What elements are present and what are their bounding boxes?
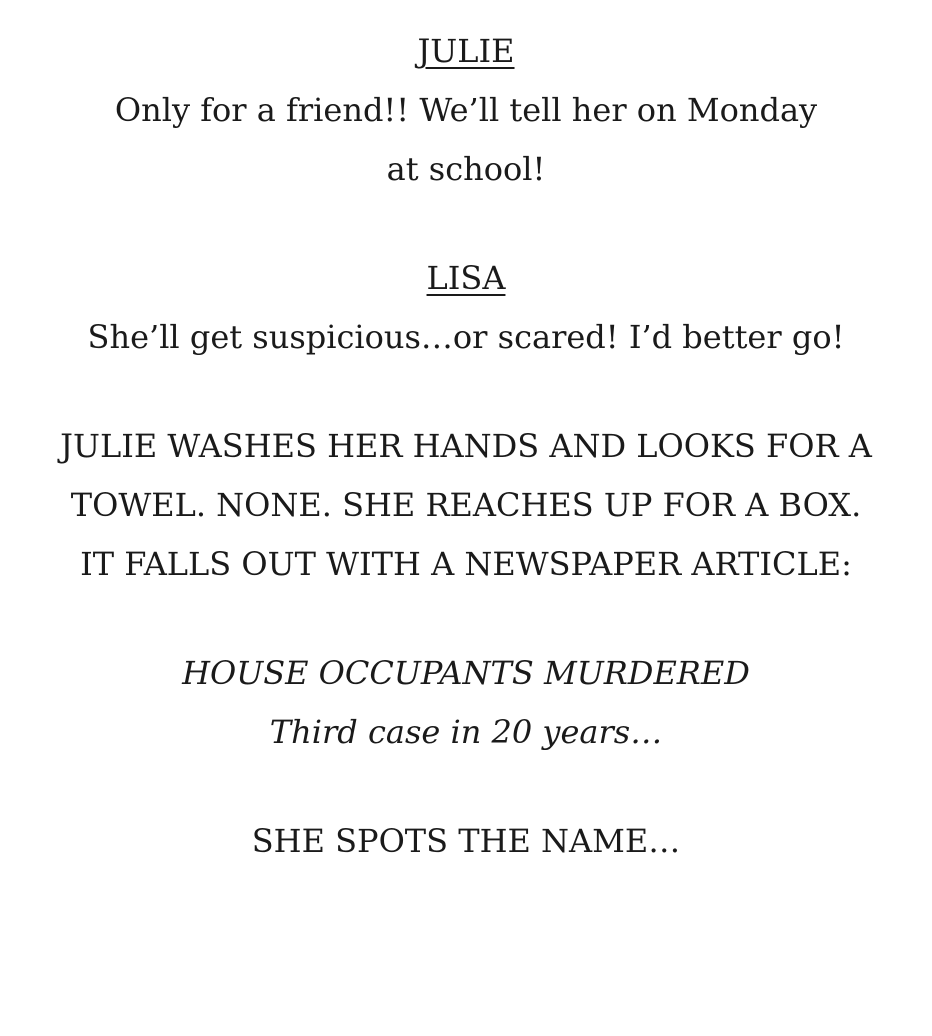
action-line: TOWEL. NONE. SHE REACHES UP FOR A BOX. (70, 486, 862, 524)
newspaper-headline: HOUSE OCCUPANTS MURDERED (182, 654, 750, 692)
speaker-name-julie: JULIE (417, 32, 515, 70)
dialogue-line: at school! (386, 150, 546, 188)
dialogue-line: Only for a friend!! We’ll tell her on Monday (114, 91, 818, 129)
action-line: SHE SPOTS THE NAME… (251, 822, 681, 860)
action-line: JULIE WASHES HER HANDS AND LOOKS FOR A (60, 427, 872, 465)
dialogue-line: She’ll get suspicious…or scared! I’d better go! (87, 318, 845, 356)
action-line: IT FALLS OUT WITH A NEWSPAPER ARTICLE: (80, 545, 852, 583)
speaker-name-lisa: LISA (426, 259, 506, 297)
newspaper-subheadline: Third case in 20 years… (269, 713, 663, 751)
